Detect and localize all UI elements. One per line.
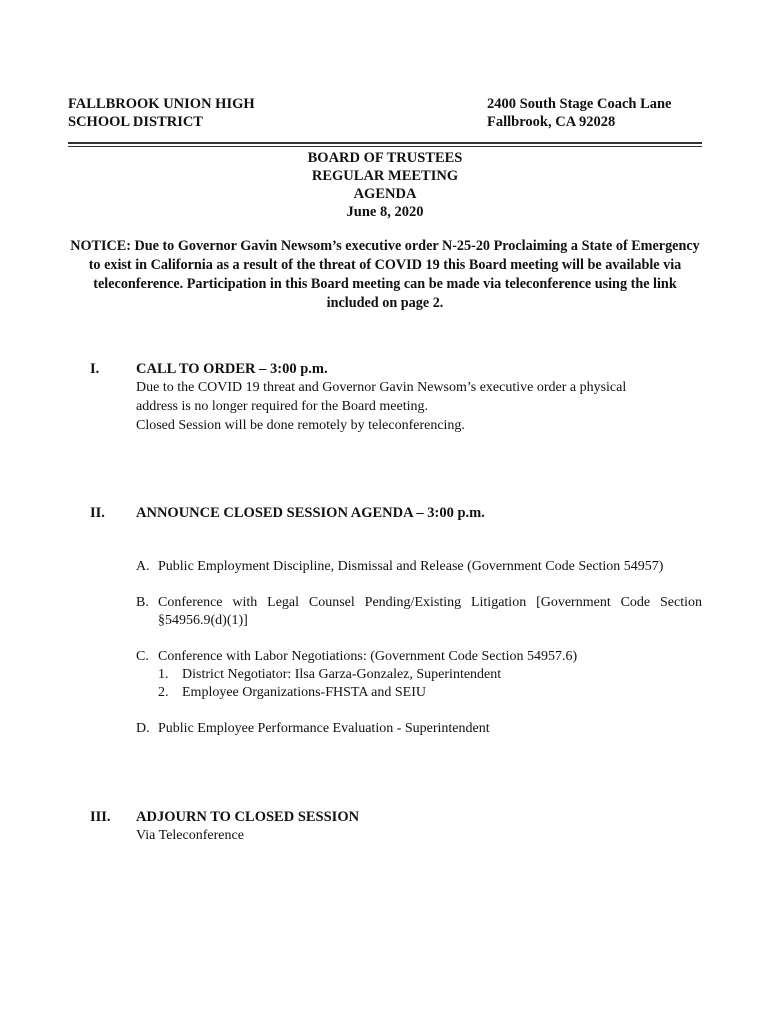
- subitem-2-text: Employee Organizations-FHSTA and SEIU: [182, 685, 426, 700]
- address-city: Fallbrook, CA 92028: [487, 114, 616, 130]
- address-street: 2400 South Stage Coach Lane: [487, 96, 672, 112]
- subitem-2-number: 2.: [158, 685, 169, 700]
- item-b-text: Conference with Legal Counsel Pending/Existing Litigation [Government Code Section §54956.9(d)(1)]: [158, 595, 702, 628]
- section-1-body-line3: Closed Session will be done remotely by teleconferencing.: [136, 418, 465, 433]
- header-divider-thin: [68, 146, 702, 147]
- item-a-text: Public Employment Discipline, Dismissal and Release (Government Code Section 54957): [158, 559, 664, 574]
- district-name: [68, 95, 255, 131]
- section-3-heading: ADJOURN TO CLOSED SESSION: [136, 809, 360, 825]
- agenda-item-c: [136, 648, 702, 666]
- section-1-heading: CALL TO ORDER – 3:00 p.m.: [136, 361, 328, 377]
- section-3-body: Via Teleconference: [136, 828, 244, 843]
- agenda-title: [0, 149, 770, 221]
- subitem-1-text: District Negotiator: Ilsa Garza-Gonzalez, Superintendent: [182, 667, 502, 682]
- item-c-letter: C.: [136, 649, 149, 664]
- agenda-item-a: [136, 558, 702, 576]
- section-1-body-line2: address is no longer required for the Board meeting.: [136, 399, 428, 414]
- agenda-item-b: [136, 594, 702, 630]
- item-a-letter: A.: [136, 559, 150, 574]
- title-meeting-type: REGULAR MEETING: [311, 168, 459, 184]
- item-b-letter: B.: [136, 595, 149, 610]
- item-c-subitem-1: [158, 666, 501, 684]
- subitem-1-number: 1.: [158, 667, 169, 682]
- section-2-heading: ANNOUNCE CLOSED SESSION AGENDA – 3:00 p.m.: [136, 505, 485, 521]
- item-d-text: Public Employee Performance Evaluation - Superintendent: [158, 721, 490, 736]
- district-name-line1: FALLBROOK UNION HIGH: [68, 96, 255, 112]
- title-agenda: AGENDA: [353, 186, 417, 202]
- district-address: [487, 95, 672, 131]
- item-d-letter: D.: [136, 721, 150, 736]
- title-date: June 8, 2020: [346, 204, 424, 220]
- header-divider-thick: [68, 142, 702, 144]
- section-1-body-line1: Due to the COVID 19 threat and Governor Gavin Newsom’s executive order a physical: [136, 380, 627, 395]
- item-c-subitem-2: [158, 684, 426, 702]
- section-1-numeral: I.: [90, 361, 100, 377]
- section-1-body: [136, 378, 706, 435]
- section-3-numeral: III.: [90, 809, 111, 825]
- covid-notice: NOTICE: Due to Governor Gavin Newsom’s executive order N-25-20 Proclaiming a State of Emergency to exist in California as a result of the threat of COVID 19 this Board meeting will be available via teleconference. Participation in this Board meeting can be made via teleconference using the link included on page 2.: [70, 238, 700, 311]
- item-c-text: Conference with Labor Negotiations: (Government Code Section 54957.6): [158, 649, 578, 664]
- district-name-line2: SCHOOL DISTRICT: [68, 114, 203, 130]
- section-2-numeral: II.: [90, 505, 105, 521]
- title-board: BOARD OF TRUSTEES: [307, 150, 463, 166]
- agenda-item-d: [136, 720, 702, 738]
